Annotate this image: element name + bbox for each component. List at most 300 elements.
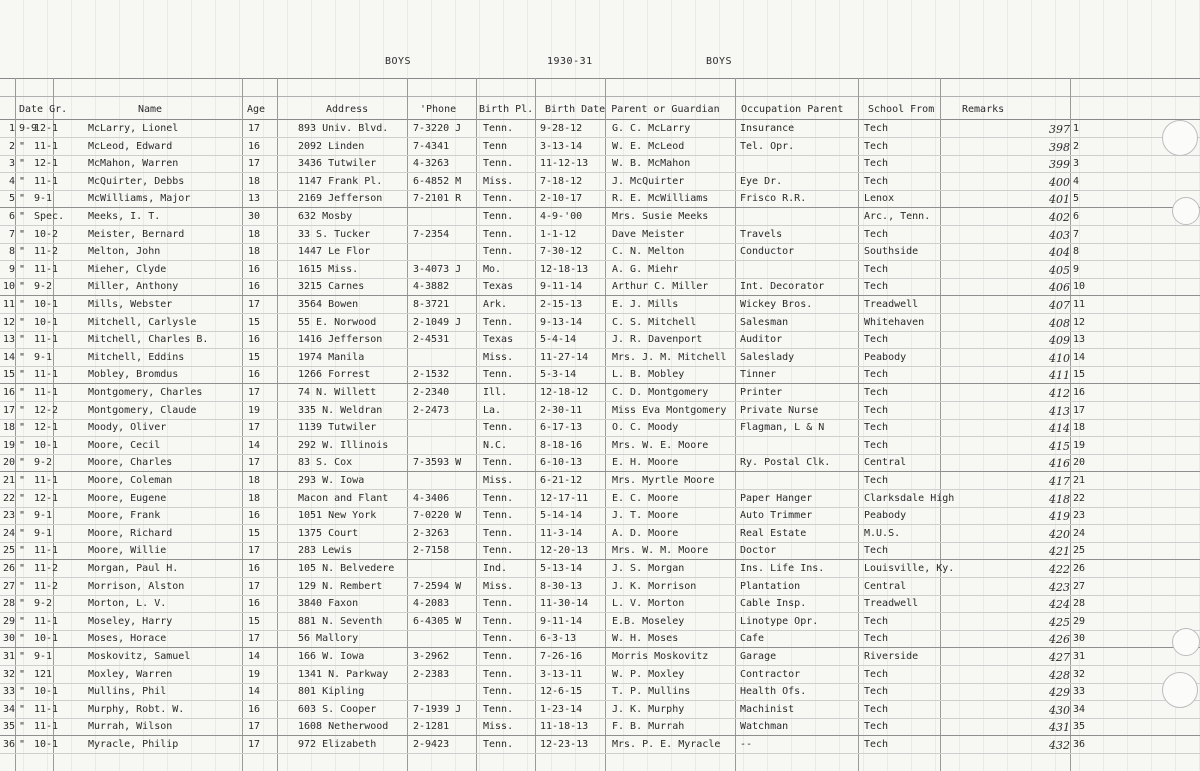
row-date: " bbox=[19, 686, 26, 698]
row-phone: 2-9423 bbox=[413, 739, 450, 750]
row-date: " bbox=[19, 475, 26, 486]
row-parent: W. H. Moses bbox=[612, 633, 679, 645]
row-number-right: 26 bbox=[1073, 563, 1086, 574]
row-birth-date: 9-13-14 bbox=[540, 316, 583, 328]
row-age: 15 bbox=[248, 527, 261, 539]
row-occupation: Wickey Bros. bbox=[740, 299, 813, 310]
row-name: Moxley, Warren bbox=[88, 668, 173, 680]
row-age: 17 bbox=[248, 580, 261, 592]
row-parent: E. J. Mills bbox=[612, 299, 679, 310]
row-birth-place: Miss. bbox=[483, 351, 514, 363]
row-number-right: 4 bbox=[1073, 175, 1080, 187]
row-number-right: 23 bbox=[1073, 510, 1086, 522]
table-row bbox=[0, 578, 1200, 596]
row-name: Moskovitz, Samuel bbox=[88, 651, 191, 662]
row-number: 32 bbox=[3, 668, 16, 680]
row-birth-date: 12-18-13 bbox=[540, 263, 589, 275]
row-address: 3564 Bowen bbox=[298, 299, 359, 310]
row-name: McWilliams, Major bbox=[88, 193, 191, 205]
row-date: " bbox=[19, 598, 26, 610]
row-age: 18 bbox=[248, 246, 261, 258]
row-occupation: Paper Hanger bbox=[740, 492, 813, 504]
row-birth-date: 1-23-14 bbox=[540, 703, 583, 715]
row-name: Mitchell, Eddins bbox=[88, 351, 185, 363]
row-address: 105 N. Belvedere bbox=[298, 563, 395, 574]
row-phone: 4-3406 bbox=[413, 492, 450, 504]
row-birth-date: 11-18-13 bbox=[540, 721, 589, 733]
row-grade: 12-1 bbox=[34, 123, 59, 134]
row-remark-number: 411 bbox=[1049, 369, 1070, 383]
row-number-right: 28 bbox=[1073, 598, 1086, 610]
row-phone: 2-1049 J bbox=[413, 316, 462, 328]
table-row bbox=[0, 190, 1200, 208]
row-number-right: 32 bbox=[1073, 668, 1086, 680]
row-number: 2 bbox=[8, 140, 15, 152]
row-date: " bbox=[19, 334, 26, 346]
row-age: 18 bbox=[248, 175, 261, 187]
row-name: Moore, Willie bbox=[88, 545, 167, 557]
row-birth-place: Tenn. bbox=[483, 651, 514, 662]
row-number-right: 34 bbox=[1073, 703, 1086, 715]
table-row bbox=[0, 648, 1200, 666]
row-remark-number: 419 bbox=[1049, 510, 1070, 524]
row-remark-number: 423 bbox=[1049, 580, 1070, 594]
table-row bbox=[0, 384, 1200, 402]
row-date: " bbox=[19, 369, 26, 381]
row-date: " bbox=[19, 545, 26, 557]
row-number: 13 bbox=[3, 334, 16, 346]
row-occupation: Plantation bbox=[740, 580, 801, 592]
row-phone: 3-4073 J bbox=[413, 263, 462, 275]
row-date: " bbox=[19, 158, 26, 170]
row-parent: R. E. McWilliams bbox=[612, 193, 709, 205]
row-number: 26 bbox=[3, 563, 16, 574]
row-occupation: Tinner bbox=[740, 369, 777, 381]
row-school: Tech bbox=[864, 158, 889, 170]
row-grade: 9-2 bbox=[34, 598, 53, 610]
row-school: Tech bbox=[864, 545, 889, 557]
row-remark-number: 402 bbox=[1049, 211, 1070, 224]
row-address: 55 E. Norwood bbox=[298, 316, 377, 328]
row-date: 9-9 bbox=[19, 123, 38, 134]
row-name: McLeod, Edward bbox=[88, 140, 173, 152]
row-age: 17 bbox=[248, 633, 261, 645]
row-date: " bbox=[19, 422, 26, 434]
row-occupation: Flagman, L & N bbox=[740, 422, 825, 434]
row-birth-date: 2-10-17 bbox=[540, 193, 583, 205]
row-name: McLarry, Lionel bbox=[88, 123, 179, 134]
row-school: Tech bbox=[864, 404, 889, 416]
row-remark-number: 397 bbox=[1049, 123, 1070, 136]
row-birth-place: La. bbox=[483, 404, 502, 416]
row-age: 16 bbox=[248, 281, 261, 293]
row-age: 17 bbox=[248, 457, 261, 469]
row-grade: 11-1 bbox=[34, 475, 59, 486]
row-number: 4 bbox=[8, 175, 15, 187]
row-address: 1615 Miss. bbox=[298, 263, 359, 275]
row-occupation: Health Ofs. bbox=[740, 686, 807, 698]
row-number-right: 36 bbox=[1073, 739, 1086, 750]
row-school: Tech bbox=[864, 123, 889, 134]
row-name: Morgan, Paul H. bbox=[88, 563, 179, 574]
row-grade: 12-2 bbox=[34, 404, 59, 416]
row-number-right: 16 bbox=[1073, 387, 1086, 398]
row-phone: 8-3721 bbox=[413, 299, 450, 310]
row-phone: 7-3593 W bbox=[413, 457, 462, 469]
row-occupation: Doctor bbox=[740, 545, 777, 557]
row-birth-place: Ark. bbox=[483, 299, 508, 310]
row-parent: Morris Moskovitz bbox=[612, 651, 709, 662]
row-remark-number: 408 bbox=[1049, 316, 1070, 330]
row-age: 17 bbox=[248, 739, 261, 750]
row-phone: 2-2383 bbox=[413, 668, 450, 680]
row-birth-place: Tenn. bbox=[483, 527, 514, 539]
table-row bbox=[0, 208, 1200, 226]
row-number-right: 30 bbox=[1073, 633, 1086, 645]
row-parent: G. C. McLarry bbox=[612, 123, 691, 134]
row-birth-place: Ill. bbox=[483, 387, 508, 398]
row-name: Mullins, Phil bbox=[88, 686, 167, 698]
row-remark-number: 415 bbox=[1049, 439, 1070, 453]
row-address: 1375 Court bbox=[298, 527, 359, 539]
row-date: " bbox=[19, 739, 26, 750]
table-row bbox=[0, 472, 1200, 490]
row-number-right: 21 bbox=[1073, 475, 1086, 486]
row-occupation: Ry. Postal Clk. bbox=[740, 457, 831, 469]
row-grade: 12-1 bbox=[34, 492, 59, 504]
row-number: 24 bbox=[3, 527, 16, 539]
row-remark-number: 414 bbox=[1049, 422, 1070, 436]
col-occupation: Occupation Parent bbox=[741, 104, 844, 115]
row-remark-number: 424 bbox=[1049, 598, 1070, 612]
row-birth-place: Tenn. bbox=[483, 510, 514, 522]
row-grade: 9-1 bbox=[34, 527, 53, 539]
row-occupation: Private Nurse bbox=[740, 404, 819, 416]
row-name: Moore, Charles bbox=[88, 457, 173, 469]
row-birth-date: 11-27-14 bbox=[540, 351, 589, 363]
row-remark-number: 429 bbox=[1049, 686, 1070, 700]
row-school: Lenox bbox=[864, 193, 895, 205]
row-number: 1 bbox=[8, 123, 15, 134]
row-birth-date: 8-18-16 bbox=[540, 439, 583, 451]
table-row bbox=[0, 490, 1200, 508]
row-remark-number: 413 bbox=[1049, 404, 1070, 418]
row-name: Myracle, Philip bbox=[88, 739, 179, 750]
row-number-right: 14 bbox=[1073, 351, 1086, 363]
row-birth-date: 7-26-16 bbox=[540, 651, 583, 662]
row-birth-date: 11-3-14 bbox=[540, 527, 583, 539]
row-remark-number: 412 bbox=[1049, 387, 1070, 400]
binder-hole bbox=[1172, 628, 1200, 656]
row-number-right: 13 bbox=[1073, 334, 1086, 346]
row-parent: Mrs. J. M. Mitchell bbox=[612, 351, 727, 363]
row-parent: C. S. Mitchell bbox=[612, 316, 697, 328]
row-age: 30 bbox=[248, 211, 261, 222]
header-rule bbox=[0, 96, 1200, 97]
row-phone: 2-1281 bbox=[413, 721, 450, 733]
row-birth-date: 11-12-13 bbox=[540, 158, 589, 170]
row-remark-number: 410 bbox=[1049, 351, 1070, 365]
row-school: Central bbox=[864, 580, 907, 592]
row-grade: 12-1 bbox=[34, 158, 59, 170]
row-remark-number: 430 bbox=[1049, 703, 1070, 717]
row-number-right: 5 bbox=[1073, 193, 1080, 205]
row-birth-date: 3-13-14 bbox=[540, 140, 583, 152]
row-number: 21 bbox=[3, 475, 16, 486]
row-age: 18 bbox=[248, 228, 261, 240]
row-address: 1974 Manila bbox=[298, 351, 365, 363]
row-phone: 7-2101 R bbox=[413, 193, 462, 205]
row-birth-date: 12-18-12 bbox=[540, 387, 589, 398]
row-phone: 2-4531 bbox=[413, 334, 450, 346]
row-address: 293 W. Iowa bbox=[298, 475, 365, 486]
row-birth-date: 11-30-14 bbox=[540, 598, 589, 610]
row-date: " bbox=[19, 175, 26, 187]
row-birth-date: 9-28-12 bbox=[540, 123, 583, 134]
header-right: BOYS bbox=[706, 56, 733, 67]
row-school: Clarksdale High bbox=[864, 492, 955, 504]
row-name: Moore, Cecil bbox=[88, 439, 161, 451]
row-parent: W. E. McLeod bbox=[612, 140, 685, 152]
row-birth-place: Mo. bbox=[483, 263, 502, 275]
row-remark-number: 399 bbox=[1049, 158, 1070, 172]
row-grade: 11-1 bbox=[34, 615, 59, 627]
row-age: 16 bbox=[248, 510, 261, 522]
row-age: 18 bbox=[248, 475, 261, 486]
row-phone: 7-3220 J bbox=[413, 123, 462, 134]
row-phone: 4-3882 bbox=[413, 281, 450, 293]
row-school: Tech bbox=[864, 721, 889, 733]
row-school: Tech bbox=[864, 439, 889, 451]
row-parent: L. V. Morton bbox=[612, 598, 685, 610]
table-row bbox=[0, 419, 1200, 437]
row-occupation: Tel. Opr. bbox=[740, 140, 795, 152]
row-parent: Mrs. P. E. Myracle bbox=[612, 739, 721, 750]
row-birth-date: 6-21-12 bbox=[540, 475, 583, 486]
row-birth-place: Tenn. bbox=[483, 369, 514, 381]
row-number-right: 6 bbox=[1073, 211, 1080, 222]
row-address: 292 W. Illinois bbox=[298, 439, 389, 451]
table-row bbox=[0, 173, 1200, 191]
row-number: 18 bbox=[3, 422, 16, 434]
row-parent: E. C. Moore bbox=[612, 492, 679, 504]
row-age: 17 bbox=[248, 422, 261, 434]
row-parent: O. C. Moody bbox=[612, 422, 679, 434]
row-school: Tech bbox=[864, 739, 889, 750]
row-grade: 121 bbox=[34, 668, 53, 680]
row-grade: 9-1 bbox=[34, 510, 53, 522]
row-birth-place: Tenn. bbox=[483, 686, 514, 698]
table-row bbox=[0, 296, 1200, 314]
table-row bbox=[0, 120, 1200, 138]
row-date: " bbox=[19, 510, 26, 522]
row-grade: 10-1 bbox=[34, 439, 59, 451]
row-number-right: 1 bbox=[1073, 123, 1080, 134]
row-address: 1266 Forrest bbox=[298, 369, 371, 381]
row-address: 893 Univ. Blvd. bbox=[298, 123, 389, 134]
row-name: Moses, Horace bbox=[88, 633, 167, 645]
row-parent: J. R. Davenport bbox=[612, 334, 703, 346]
row-occupation: Frisco R.R. bbox=[740, 193, 807, 205]
table-row bbox=[0, 402, 1200, 420]
row-birth-place: Miss. bbox=[483, 721, 514, 733]
row-address: 56 Mallory bbox=[298, 633, 359, 645]
row-age: 18 bbox=[248, 492, 261, 504]
row-name: Mitchell, Carlysle bbox=[88, 316, 197, 328]
row-name: Mitchell, Charles B. bbox=[88, 334, 209, 346]
row-remark-number: 398 bbox=[1049, 140, 1070, 154]
row-address: 2169 Jefferson bbox=[298, 193, 383, 205]
row-occupation: Garage bbox=[740, 651, 777, 662]
row-birth-date: 7-18-12 bbox=[540, 175, 583, 187]
row-grade: 11-1 bbox=[34, 387, 59, 398]
row-grade: 12-1 bbox=[34, 422, 59, 434]
row-date: " bbox=[19, 439, 26, 451]
row-birth-date: 9-11-14 bbox=[540, 615, 583, 627]
row-number: 11 bbox=[3, 299, 16, 310]
row-date: " bbox=[19, 580, 26, 592]
row-age: 16 bbox=[248, 334, 261, 346]
row-remark-number: 401 bbox=[1049, 193, 1070, 207]
row-address: 881 N. Seventh bbox=[298, 615, 383, 627]
row-date: " bbox=[19, 281, 26, 293]
row-grade: 11-1 bbox=[34, 545, 59, 557]
row-number-right: 3 bbox=[1073, 158, 1080, 170]
row-occupation: Linotype Opr. bbox=[740, 615, 819, 627]
row-birth-place: Texas bbox=[483, 281, 514, 293]
row-number: 31 bbox=[3, 651, 16, 662]
row-school: M.U.S. bbox=[864, 527, 901, 539]
row-birth-date: 5-14-14 bbox=[540, 510, 583, 522]
row-phone: 7-2594 W bbox=[413, 580, 462, 592]
row-name: Melton, John bbox=[88, 246, 161, 258]
col-remarks: Remarks bbox=[962, 104, 1005, 115]
row-birth-place: Tenn. bbox=[483, 123, 514, 134]
row-occupation: Watchman bbox=[740, 721, 789, 733]
row-grade: 11-1 bbox=[34, 721, 59, 733]
row-number-right: 7 bbox=[1073, 228, 1080, 240]
row-remark-number: 425 bbox=[1049, 615, 1070, 629]
row-birth-date: 8-30-13 bbox=[540, 580, 583, 592]
row-birth-place: Tenn. bbox=[483, 193, 514, 205]
row-parent: W. B. McMahon bbox=[612, 158, 691, 170]
table-row bbox=[0, 595, 1200, 613]
row-date: " bbox=[19, 668, 26, 680]
row-address: 1139 Tutwiler bbox=[298, 422, 377, 434]
row-birth-place: Tenn. bbox=[483, 211, 514, 222]
row-school: Tech bbox=[864, 668, 889, 680]
row-date: " bbox=[19, 263, 26, 275]
row-parent: E.B. Moseley bbox=[612, 615, 685, 627]
row-date: " bbox=[19, 193, 26, 205]
row-grade: 11-2 bbox=[34, 246, 59, 258]
row-number: 29 bbox=[3, 615, 16, 627]
row-address: 129 N. Rembert bbox=[298, 580, 383, 592]
row-parent: W. P. Moxley bbox=[612, 668, 685, 680]
table-row bbox=[0, 613, 1200, 631]
table-row bbox=[0, 736, 1200, 754]
row-remark-number: 426 bbox=[1049, 633, 1070, 647]
row-birth-place: Tenn. bbox=[483, 422, 514, 434]
row-phone: 7-2354 bbox=[413, 228, 450, 240]
row-name: Meeks, I. T. bbox=[88, 211, 161, 222]
row-name: Murrah, Wilson bbox=[88, 721, 173, 733]
row-address: 801 Kipling bbox=[298, 686, 365, 698]
row-remark-number: 405 bbox=[1049, 263, 1070, 277]
row-occupation: Travels bbox=[740, 228, 783, 240]
row-occupation: Int. Decorator bbox=[740, 281, 825, 293]
row-remark-number: 432 bbox=[1049, 739, 1070, 752]
row-occupation: Insurance bbox=[740, 123, 795, 134]
row-number: 10 bbox=[3, 281, 16, 293]
row-remark-number: 406 bbox=[1049, 281, 1070, 295]
row-birth-date: 12-17-11 bbox=[540, 492, 589, 504]
row-date: " bbox=[19, 299, 26, 310]
row-phone: 6-4852 M bbox=[413, 175, 462, 187]
row-number: 20 bbox=[3, 457, 16, 469]
row-age: 17 bbox=[248, 721, 261, 733]
row-remark-number: 431 bbox=[1049, 721, 1070, 735]
row-occupation: Printer bbox=[740, 387, 783, 398]
row-age: 14 bbox=[248, 651, 261, 662]
row-number: 30 bbox=[3, 633, 16, 645]
row-remark-number: 407 bbox=[1049, 299, 1070, 312]
binder-hole bbox=[1162, 672, 1198, 708]
row-name: Moody, Oliver bbox=[88, 422, 167, 434]
table-row bbox=[0, 666, 1200, 684]
row-school: Tech bbox=[864, 175, 889, 187]
row-date: " bbox=[19, 140, 26, 152]
row-occupation: Salesman bbox=[740, 316, 789, 328]
row-occupation: Machinist bbox=[740, 703, 795, 715]
table-row bbox=[0, 630, 1200, 648]
row-number-right: 33 bbox=[1073, 686, 1086, 698]
table-row bbox=[0, 261, 1200, 279]
row-number-right: 9 bbox=[1073, 263, 1080, 275]
row-parent: L. B. Mobley bbox=[612, 369, 685, 381]
row-number: 35 bbox=[3, 721, 16, 733]
row-number: 14 bbox=[3, 351, 16, 363]
row-age: 19 bbox=[248, 404, 261, 416]
row-remark-number: 428 bbox=[1049, 668, 1070, 682]
row-phone: 7-0220 W bbox=[413, 510, 462, 522]
row-birth-place: Tenn. bbox=[483, 158, 514, 170]
row-date: " bbox=[19, 527, 26, 539]
row-age: 17 bbox=[248, 158, 261, 170]
row-number: 36 bbox=[3, 739, 16, 750]
row-phone: 7-4341 bbox=[413, 140, 450, 152]
row-grade: 10-1 bbox=[34, 316, 59, 328]
row-date: " bbox=[19, 228, 26, 240]
row-number: 9 bbox=[8, 263, 15, 275]
table-row bbox=[0, 560, 1200, 578]
row-number-right: 10 bbox=[1073, 281, 1086, 293]
row-name: Moore, Richard bbox=[88, 527, 173, 539]
row-grade: 11-1 bbox=[34, 703, 59, 715]
col-age: Age bbox=[247, 104, 266, 115]
row-age: 16 bbox=[248, 140, 261, 152]
row-occupation: -- bbox=[740, 739, 753, 750]
row-school: Tech bbox=[864, 475, 889, 486]
row-grade: 9-2 bbox=[34, 457, 53, 469]
row-school: Arc., Tenn. bbox=[864, 211, 931, 222]
row-school: Tech bbox=[864, 228, 889, 240]
row-age: 16 bbox=[248, 598, 261, 610]
row-birth-place: Ind. bbox=[483, 563, 508, 574]
row-birth-place: N.C. bbox=[483, 439, 508, 451]
row-age: 14 bbox=[248, 439, 261, 451]
row-remark-number: 422 bbox=[1049, 563, 1070, 576]
